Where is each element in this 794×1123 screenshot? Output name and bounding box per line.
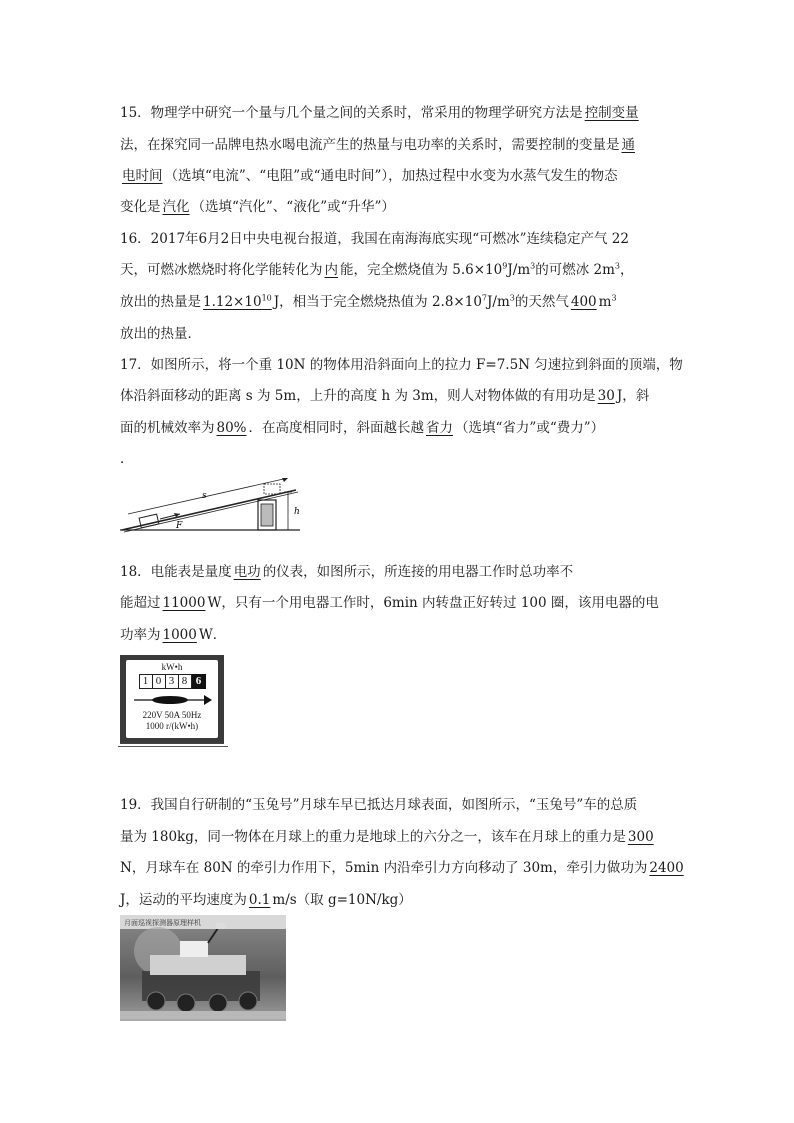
- answer-blank: 1000: [162, 627, 197, 643]
- height-label: h: [294, 507, 300, 517]
- q16-line-4: [120, 325, 201, 343]
- q16-text: 的可燃冰 2m: [535, 262, 615, 278]
- meter-dial-arrow-icon: [130, 692, 214, 708]
- q18-text: 能超过: [120, 595, 161, 611]
- answer-blank: 11000: [162, 595, 206, 611]
- q18-line-3: [120, 626, 226, 644]
- q16-text: J/m: [487, 294, 510, 310]
- q18-text: 功率为: [120, 627, 161, 643]
- q17-line-4: [120, 450, 134, 468]
- q17-line-2: [120, 387, 649, 405]
- q16-text: 放出的热量．: [120, 326, 201, 342]
- q19-line-1: [120, 796, 637, 814]
- q15-line-2: [120, 136, 637, 154]
- q16-line-2: [120, 261, 634, 279]
- q15-line-4: [120, 198, 395, 216]
- answer-blank: 汽化: [162, 199, 190, 215]
- q18-line-2: [120, 594, 659, 612]
- q16-text: 16．2017年6月2日中央电视台报道，我国在南海海底实现“可燃冰”连续稳定产气 22: [120, 231, 629, 247]
- q18-text: W，只有一个用电器工作时，6min 内转盘正好转过 100 圈，该用电器的电: [207, 595, 659, 611]
- q16-text: 能，完全燃烧值为 5.6×10: [340, 262, 503, 278]
- photo-caption: 月面巡视探测器原理样机: [124, 919, 201, 927]
- q16-text: ，: [620, 262, 634, 278]
- q19-text: N，月球车在 80N 的牵引力作用下，5min 内沿牵引力方向移动了 30m，牵引力做功为: [120, 860, 648, 876]
- q16-text: 的天然气: [514, 294, 569, 310]
- q16-text: 天，可燃冰燃烧时将化学能转化为: [120, 262, 323, 278]
- meter-digits: [126, 674, 218, 689]
- q15-text: （选填“电流”、“电阻”或“通电时间”），加热过程中水变为水蒸气发生的物态: [164, 168, 618, 184]
- q19-text: m/s（取 g=10N/kg）: [272, 892, 412, 908]
- force-label: F: [176, 521, 183, 531]
- answer-blank: 80%: [216, 420, 247, 436]
- q17-text: （选填“省力”或“费力”）: [455, 420, 605, 436]
- q19-text: 19．我国自行研制的“玉兔号”月球车早已抵达月球表面，如图所示，“玉兔号”车的总质: [120, 797, 638, 813]
- exponent: 7: [481, 293, 488, 303]
- q19-line-3: [120, 859, 686, 877]
- q19-text: J，运动的平均速度为: [120, 892, 247, 908]
- meter-underline: [118, 746, 228, 747]
- q18-text: W．: [198, 627, 227, 643]
- q17-line-1: [120, 356, 683, 374]
- exponent: 10: [261, 293, 272, 303]
- answer-blank: 400: [570, 294, 597, 310]
- q16-text: m: [598, 294, 612, 310]
- q17-text: ．在高度相同时，斜面越长越: [248, 420, 425, 436]
- answer-blank: 控制变量: [584, 105, 639, 121]
- answer-blank: 电时间: [122, 168, 163, 184]
- exponent: 9: [502, 261, 508, 271]
- q15-line-1: [120, 104, 641, 122]
- meter-digit: 8: [179, 674, 192, 689]
- q16-text: J，相当于完全燃烧热值为 2.8×10: [273, 294, 482, 310]
- meter-rate: 1000 r/(kW•h): [145, 721, 199, 731]
- q15-text: （选填“汽化”、“液化”或“升华”）: [191, 199, 395, 215]
- exponent: 3: [614, 261, 620, 271]
- q17-line-3: [120, 419, 604, 437]
- exponent: 3: [509, 293, 515, 303]
- answer-blank: 300: [627, 829, 654, 845]
- meter-spec: 220V 50A 50Hz: [142, 710, 202, 720]
- q16-line-1: [120, 230, 629, 248]
- energy-meter: [120, 655, 224, 744]
- q17-text: J，斜: [616, 388, 650, 404]
- answer-blank: 通: [621, 137, 635, 153]
- meter-digit: 0: [153, 674, 166, 689]
- lunar-rover-photo: [120, 915, 286, 1021]
- q17-text: 体沿斜面移动的距离 s 为 5m，上升的高度 h 为 3m，则人对物体做的有用功是: [120, 388, 596, 404]
- meter-face: [126, 660, 218, 738]
- q19-text: 量为 180kg，同一物体在月球上的重力是地球上的六分之一，该车在月球上的重力是: [120, 829, 626, 845]
- distance-label: s: [202, 491, 207, 501]
- answer-blank: 2400: [649, 860, 684, 876]
- q18-text: 的仪表，如图所示，所连接的用电器工作时总功率不: [262, 564, 574, 580]
- q18-text: 18．电能表是量度: [120, 564, 232, 580]
- exponent: 3: [530, 261, 536, 271]
- q17-text: 面的机械效率为: [120, 420, 215, 436]
- answer-blank: 电功: [233, 564, 261, 580]
- q17-text: ．: [120, 451, 134, 467]
- answer-blank: 内: [324, 262, 338, 278]
- answer-blank: [201, 294, 274, 310]
- incline-figure: [118, 478, 308, 550]
- meter-digit-decimal: 6: [192, 674, 206, 689]
- q18-line-1: [120, 563, 573, 581]
- meter-digit: 1: [139, 674, 153, 689]
- meter-digit: 3: [166, 674, 179, 689]
- q15-text: 15．物理学中研究一个量与几个量之间的关系时，常采用的物理学研究方法是: [120, 105, 583, 121]
- q16-text: J/m: [507, 262, 531, 278]
- q15-text: 变化是: [120, 199, 161, 215]
- exponent: 3: [611, 293, 617, 303]
- q16-text: 放出的热量是: [120, 294, 201, 310]
- q15-text: 法，在探究同一品牌电热水喝电流产生的热量与电功率的关系时，需要控制的变量是: [120, 137, 620, 153]
- q19-line-4: [120, 891, 412, 909]
- q17-text: 17．如图所示，将一个重 10N 的物体用沿斜面向上的拉力 F=7.5N 匀速拉到斜面的顶端，物: [120, 357, 683, 373]
- q15-line-3: [120, 167, 618, 185]
- answer-value: 1.12×10: [203, 294, 262, 310]
- answer-blank: 0.1: [248, 892, 271, 908]
- answer-blank: 30: [597, 388, 615, 404]
- q19-line-2: [120, 828, 656, 846]
- q16-line-3: [120, 293, 617, 311]
- answer-blank: 省力: [426, 420, 454, 436]
- meter-unit: kW•h: [161, 662, 183, 672]
